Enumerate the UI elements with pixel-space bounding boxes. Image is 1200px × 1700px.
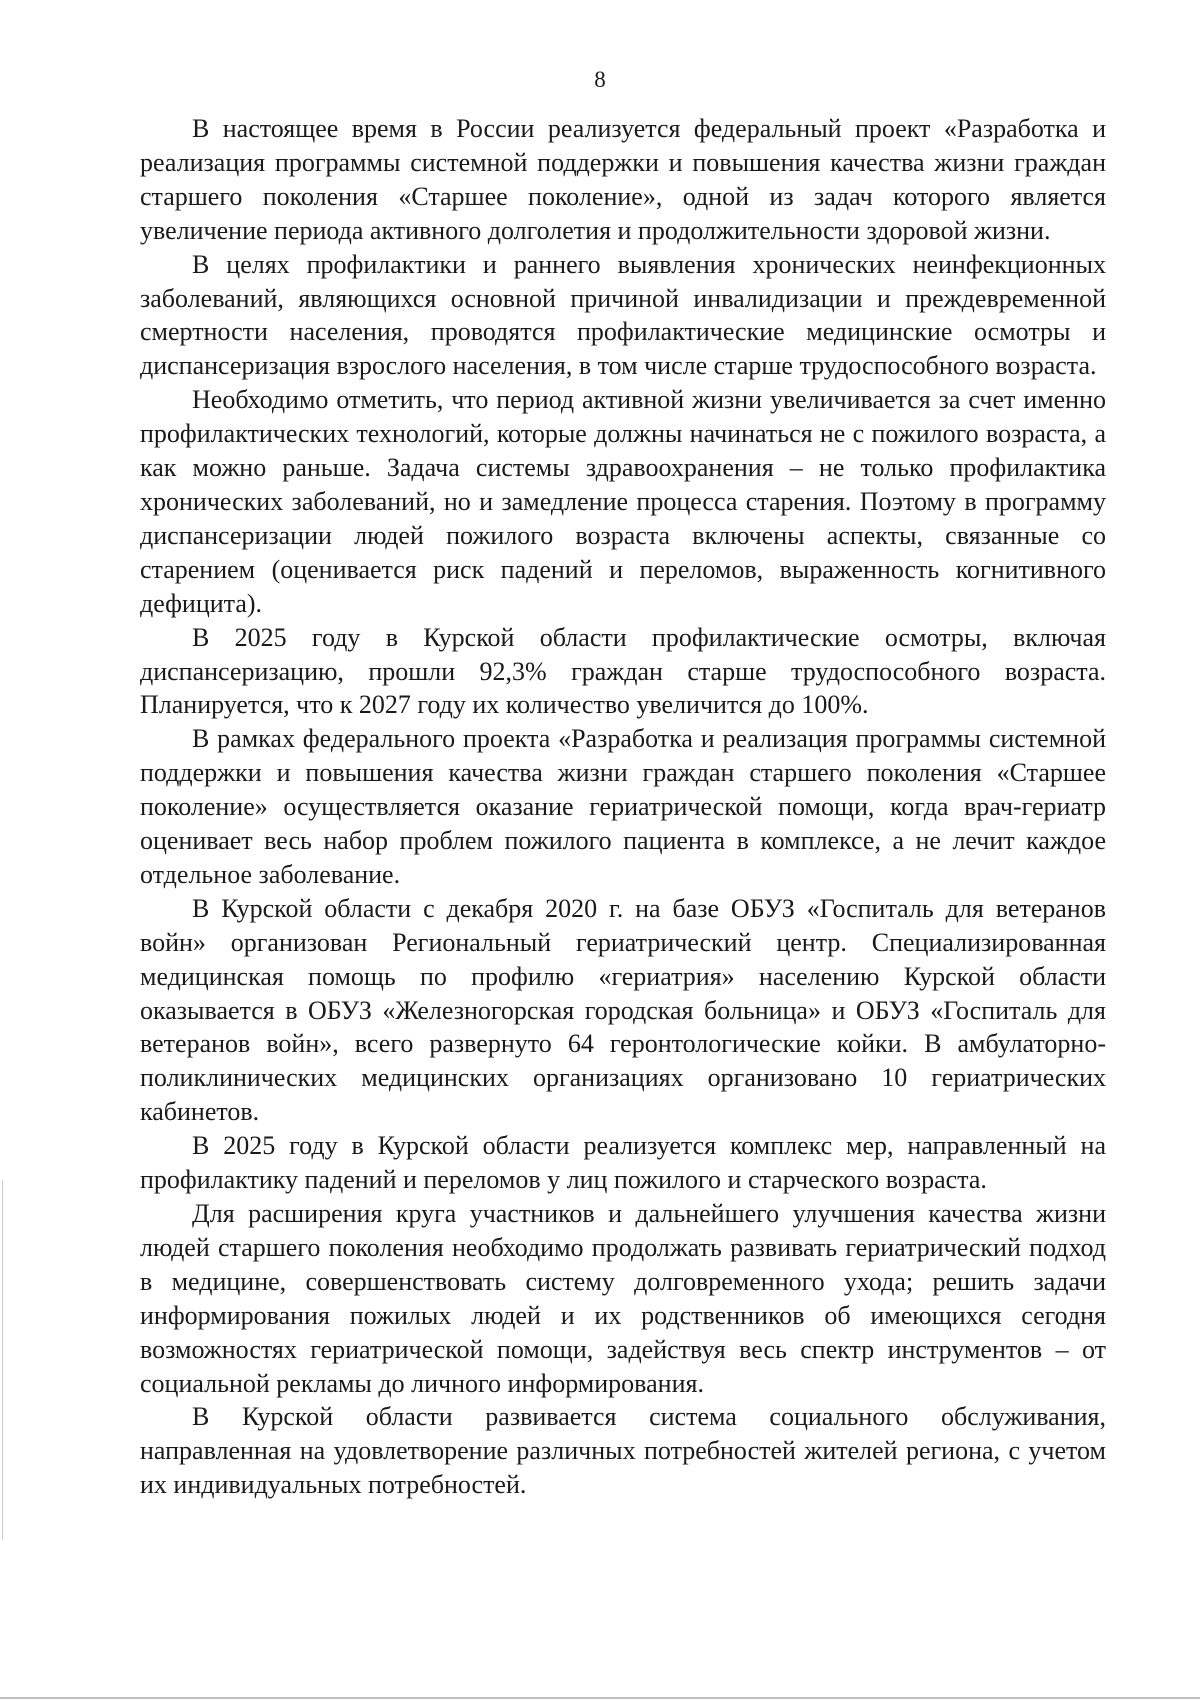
page-number: 8 <box>594 67 606 92</box>
paragraph: В Курской области с декабря 2020 г. на базе ОБУЗ «Госпиталь для ветеранов войн» организован Региональный гериатрический центр. Специализированная медицинская помощь по профилю «гериатрия» населению Курской области оказывается в ОБУЗ «Железногорская городская больница» и ОБУЗ «Госпиталь для ветеранов войн», всего развернуто 64 геронтологические койки. В амбулаторно-поликлинических медицинских организациях организовано 10 гериатрических кабинетов. <box>140 893 1106 1127</box>
paragraph: В целях профилактики и раннего выявления хронических неинфекционных заболеваний, являющихся основной причиной инвалидизации и преждевременной смертности населения, проводятся профилактические медицинские осмотры и диспансеризация взрослого населения, в том числе старше трудоспособного возраста. <box>140 249 1106 381</box>
paragraph: В 2025 году в Курской области реализуется комплекс мер, направленный на профилактику падений и переломов у лиц пожилого и старческого возраста. <box>140 1131 1106 1195</box>
paragraph: В рамках федерального проекта «Разработка и реализация программы системной поддержки и повышения качества жизни граждан старшего поколения «Старшее поколение» осуществляется оказание гериатрической помощи, когда врач-гериатр оценивает весь набор проблем пожилого пациента в комплексе, а не лечит каждое отдельное заболевание. <box>140 724 1106 889</box>
paragraph: В 2025 году в Курской области профилактические осмотры, включая диспансеризацию, прошли 92,3% граждан старше трудоспособного возраста. Планируется, что к 2027 году их количество увеличится до 100%. <box>140 622 1106 720</box>
scan-edge-line <box>0 1697 1200 1699</box>
paragraph: Для расширения круга участников и дальнейшего улучшения качества жизни людей старшего поколения необходимо продолжать развивать гериатрический подход в медицине, совершенствовать систему долговременного ухода; решить задачи информирования пожилых людей и их родственников об имеющихся сегодня возможностях гериатрической помощи, задействуя весь спектр инструментов – от социальной рекламы до личного информирования. <box>140 1199 1106 1398</box>
scan-edge-line <box>2 1180 3 1540</box>
document-body <box>140 112 1106 1502</box>
paragraph: Необходимо отметить, что период активной жизни увеличивается за счет именно профилактических технологий, которые должны начинаться не с пожилого возраста, а как можно раньше. Задача системы здравоохранения – не только профилактика хронических заболеваний, но и замедление процесса старения. Поэтому в программу диспансеризации людей пожилого возраста включены аспекты, связанные со старением (оценивается риск падений и переломов, выраженность когнитивного дефицита). <box>140 385 1106 618</box>
paragraph: В настоящее время в России реализуется федеральный проект «Разработка и реализация программы системной поддержки и повышения качества жизни граждан старшего поколения «Старшее поколение», одной из задач которого является увеличение периода активного долголетия и продолжительности здоровой жизни. <box>140 114 1106 245</box>
paragraph: В Курской области развивается система социального обслуживания, направленная на удовлетворение различных потребностей жителей региона, с учетом их индивидуальных потребностей. <box>140 1402 1106 1500</box>
